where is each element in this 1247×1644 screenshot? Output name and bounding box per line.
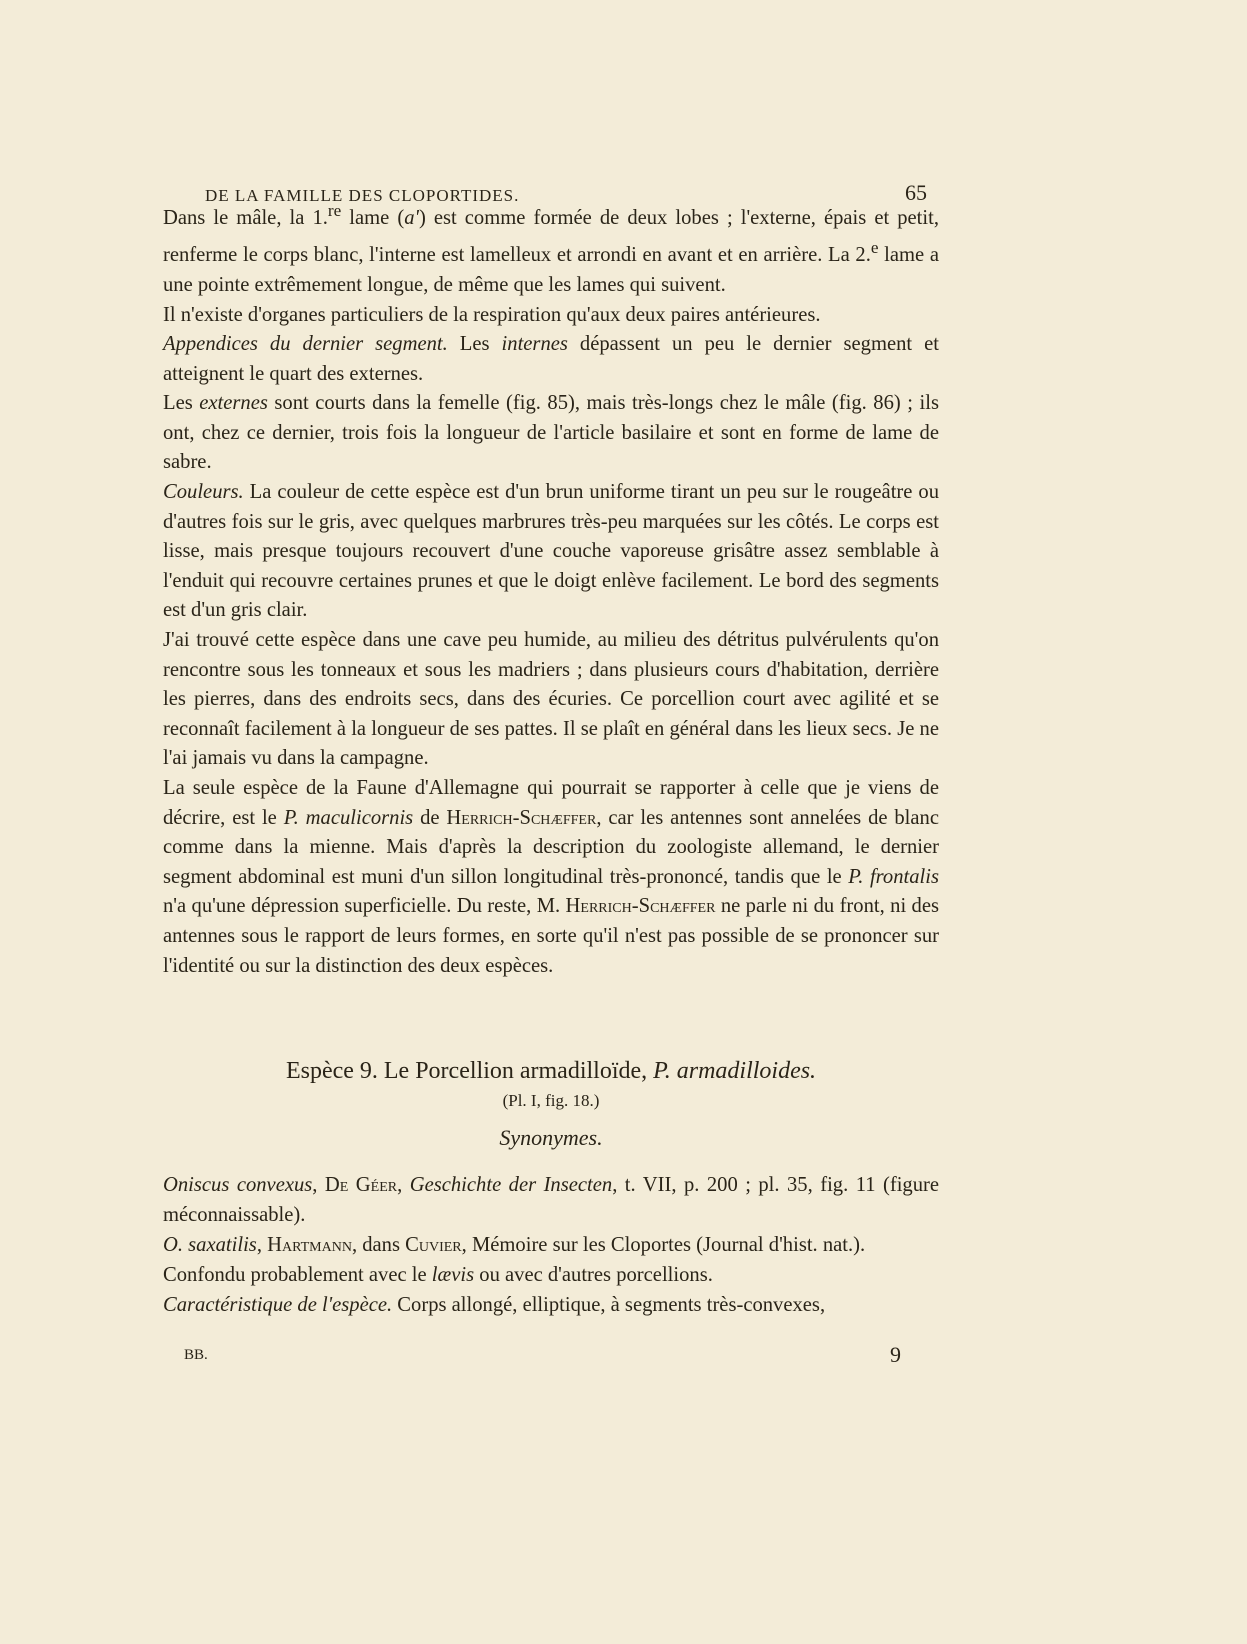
- paragraph: [163, 389, 939, 478]
- text-run: , t. VII, p. 200 ; pl. 35, fig. 11 (figure méconnaissable).: [163, 1174, 940, 1226]
- text-run: La couleur de cette espèce est d'un brun uniforme tirant un peu sur le rougeâtre ou d'autres fois sur le gris, avec quelques marbrures très-peu marquées sur les côtés. Le corps est lisse, mais presque toujours recouvert d'une couche vaporeuse grisâtre assez semblable à l'enduit qui recouvre certaines prunes et que le doigt enlève facilement. Le bord des segments est d'un gris clair.: [163, 481, 939, 622]
- text-run: J'ai trouvé cette espèce dans une cave peu humide, au milieu des détritus pulvérulents qu'on rencontre sous les tonneaux et sous les madriers ; dans plusieurs cours d'habitation, derrière les pierres, dans des endroits secs, dans des écuries. Ce porcellion court avec agilité et se reconnaît facilement à la longueur de ses pattes. Il se plaît en général dans les lieux secs. Je ne l'ai jamais vu dans la campagne.: [163, 629, 939, 770]
- italic-text: Oniscus convexus: [163, 1174, 313, 1196]
- italic-text: O. saxatilis: [163, 1234, 257, 1256]
- synonyms-list: [163, 1170, 939, 1320]
- italic-text: P. frontalis: [848, 865, 939, 888]
- paragraph: [163, 626, 939, 774]
- text-run: Dans le mâle, la 1.: [163, 206, 328, 229]
- italic-text: externes: [199, 392, 268, 415]
- synonym-entry: [163, 1260, 939, 1290]
- paragraph: [163, 478, 939, 626]
- text-run: Corps allongé, elliptique, à segments très-convexes,: [392, 1294, 826, 1316]
- synonym-entry: [163, 1230, 939, 1260]
- running-title: DE LA FAMILLE DES CLOPORTIDES.: [205, 186, 520, 205]
- author-name: Herrich-Schæffer: [565, 895, 716, 918]
- text-run: ) est comme formée de deux lobes ; l'externe, épais et petit, renferme le corps blanc, l'interne est lamelleux et arrondi en avant et en arrière. La 2.: [163, 206, 939, 267]
- plate-reference: (Pl. I, fig. 18.): [502, 1091, 600, 1110]
- page-number: 65: [905, 180, 927, 205]
- text-run: , dans: [351, 1234, 406, 1256]
- text-run: lame (: [341, 206, 405, 229]
- text-run: Il n'existe d'organes particuliers de la respiration qu'aux deux paires antérieures.: [163, 303, 821, 326]
- text-run: n'a qu'une dépression superficielle. Du reste, M.: [163, 895, 566, 918]
- text-run: sont courts dans la femelle (fig. 85), mais très-longs chez le mâle (fig. 86) ; ils ont, chez ce dernier, trois fois la longueur de l'article basilaire et sont en forme de lame de sabre.: [163, 392, 939, 474]
- italic-text: a': [404, 206, 419, 229]
- italic-text: Geschichte der Insecten: [409, 1174, 613, 1196]
- italic-text: Caractéristique de l'espèce.: [163, 1294, 393, 1316]
- species-heading: [163, 1058, 939, 1085]
- paragraph: [163, 774, 939, 981]
- species-heading-block: [163, 1058, 939, 1151]
- paragraph: [163, 301, 939, 331]
- text-run: Confondu probablement avec le: [163, 1264, 432, 1286]
- text-run: ,: [256, 1234, 268, 1256]
- author-name: Cuvier: [405, 1234, 462, 1256]
- species-heading-prefix: Espèce 9. Le Porcellion armadilloïde,: [285, 1058, 654, 1084]
- superscript: e: [870, 238, 879, 258]
- text-run: , Mémoire sur les Cloportes (Journal d'hist. nat.).: [461, 1234, 866, 1256]
- text-run: de: [413, 806, 447, 829]
- synonym-entry: [163, 1290, 939, 1320]
- paragraph: [163, 330, 939, 389]
- text-run: Les: [163, 392, 200, 415]
- signature-number: 9: [890, 1342, 901, 1367]
- text-run: lame a une pointe extrêmement longue, de même que les lames qui suivent.: [163, 244, 939, 296]
- author-name: Hartmann: [267, 1234, 352, 1256]
- text-run: dépassent un peu le dernier segment et atteignent le quart des externes.: [163, 333, 939, 385]
- italic-text: Appendices du dernier segment.: [163, 333, 448, 356]
- synonyms-heading: Synonymes.: [499, 1125, 603, 1150]
- italic-text: lævis: [431, 1264, 475, 1286]
- paragraph: [163, 196, 939, 301]
- text-run: ,: [312, 1174, 325, 1196]
- text-run: ou avec d'autres porcellions.: [474, 1264, 713, 1286]
- text-run: , car les antennes sont annelées de blanc comme dans la mienne. Mais d'après la description du zoologiste allemand, le dernier segment abdominal est muni d'un sillon longitudinal très-prononcé, tandis que le: [163, 806, 939, 888]
- italic-text: internes: [501, 333, 568, 356]
- text-run: Les: [447, 333, 502, 356]
- italic-text: Couleurs.: [163, 481, 244, 504]
- species-heading-latin: P. armadilloides.: [653, 1058, 817, 1084]
- signature-mark: BB.: [184, 1347, 208, 1363]
- text-run: ,: [397, 1174, 410, 1196]
- text-run: ne parle ni du front, ni des antennes sous le rapport de leurs formes, en sorte qu'il n'est pas possible de se prononcer sur l'identité ou sur la distinction des deux espèces.: [163, 895, 939, 977]
- author-name: De Géer: [324, 1174, 398, 1196]
- synonym-entry: [163, 1170, 939, 1230]
- body-text: [163, 196, 939, 981]
- superscript: re: [327, 201, 342, 220]
- author-name: Herrich-Schæffer: [446, 806, 597, 829]
- italic-text: P. maculicornis: [283, 806, 414, 829]
- text-run: La seule espèce de la Faune d'Allemagne qui pourrait se rapporter à celle que je viens de décrire, est le: [163, 777, 939, 829]
